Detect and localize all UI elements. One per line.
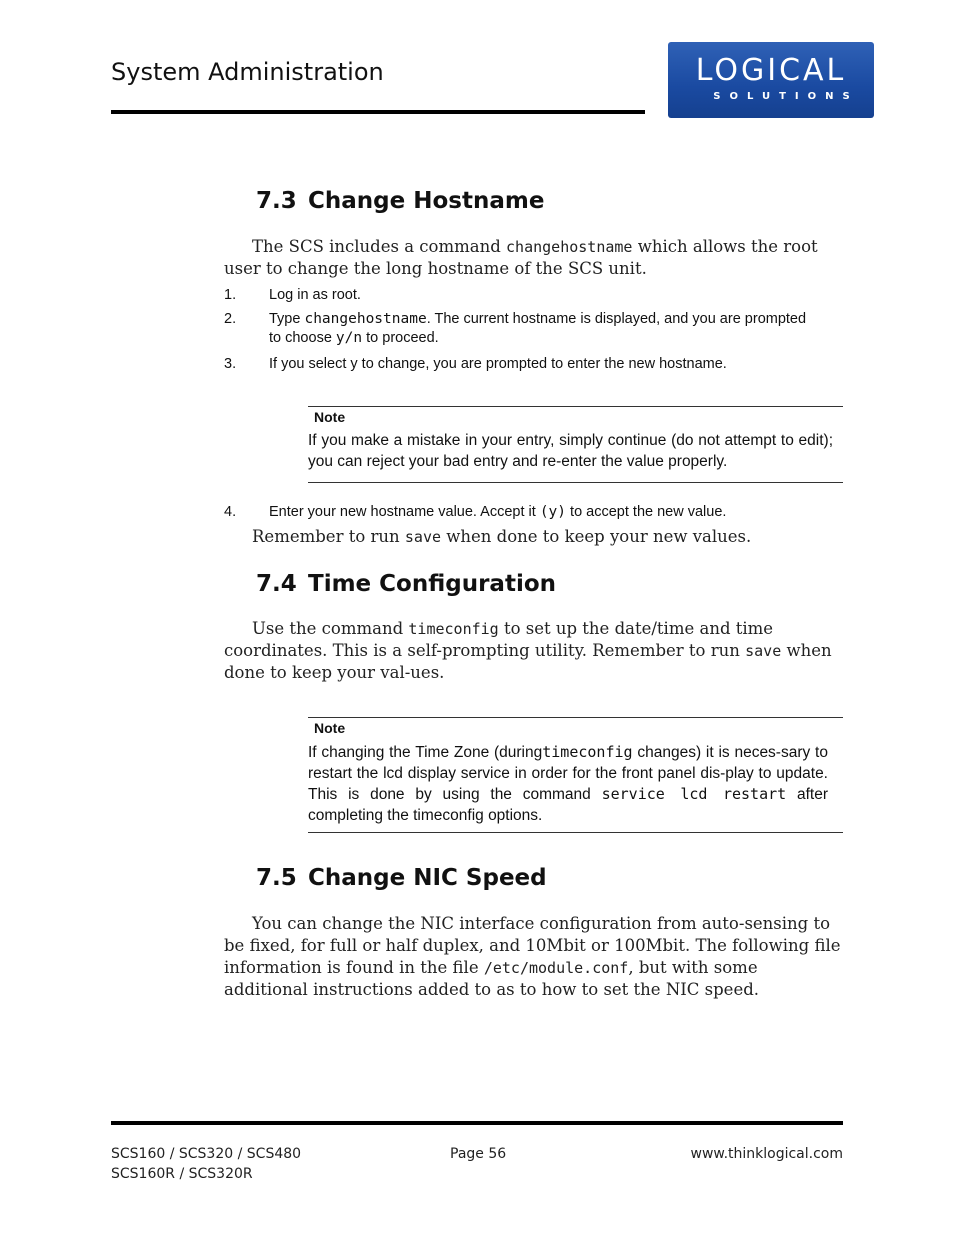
- section-number: 7.4: [256, 571, 297, 597]
- logo-subtitle: SOLUTIONS: [713, 91, 859, 102]
- section-heading-7-3: [256, 188, 544, 214]
- code-changehostname: changehostname: [304, 311, 427, 327]
- code-module-conf: /etc/module.conf: [483, 959, 629, 977]
- section-number: 7.3: [256, 188, 297, 214]
- code-changehostname: changehostname: [506, 238, 633, 256]
- running-header-title: System Administration: [111, 58, 384, 86]
- note-text: If you make a mistake in your entry, simply continue (do not attempt to edit); you can reject your bad entry and re-enter the value properly.: [308, 432, 833, 470]
- note-box: [308, 406, 843, 483]
- section-heading-7-5: [256, 865, 547, 891]
- note-box: [308, 717, 843, 833]
- footer-models: SCS160 / SCS320 / SCS480 SCS160R / SCS320R: [111, 1146, 302, 1182]
- code-save: save: [745, 642, 782, 660]
- code-y: (y): [539, 504, 567, 520]
- footer-page-number: Page 56: [450, 1146, 507, 1162]
- header-rule: [111, 110, 645, 114]
- note-label: Note: [314, 720, 346, 736]
- code-yn: y/n: [335, 330, 363, 346]
- section-number: 7.5: [256, 865, 297, 891]
- paragraph-hostname-intro: The SCS includes a command changehostname which allows the root user to change the long hostname of the SCS unit.: [224, 237, 818, 278]
- footer-rule: [111, 1121, 843, 1125]
- paragraph-timeconfig: Use the command timeconfig to set up the date/time and time coordinates. This is a self-prompting utility. Remember to run save when done to keep your val-ues.: [224, 619, 832, 682]
- section-title: Time Configuration: [308, 571, 557, 597]
- footer-website-link[interactable]: www.thinklogical.com: [690, 1146, 843, 1162]
- section-heading-7-4: [256, 571, 556, 597]
- list-item: 2. Type changehostname. The current hostname is displayed, and you are prompted to choose y/n to proceed.: [224, 311, 807, 346]
- code-timeconfig: timeconfig: [542, 743, 633, 761]
- note-text: If changing the Time Zone (duringtimeconfig changes) it is neces-sary to restart the lcd display service in order for the front panel dis-play to update. This is done by using the command service lcd restart after completing the timeconfig options.: [308, 743, 828, 824]
- code-service-lcd-restart: service lcd restart: [601, 785, 787, 803]
- logical-solutions-logo: [668, 42, 874, 118]
- section-title: Change Hostname: [308, 188, 545, 214]
- paragraph-nic-speed: You can change the NIC interface configuration from auto-sensing to be fixed, for full or half duplex, and 10Mbit or 100Mbit. The following file information is found in the file /etc/module.conf, but with some additional instructions added to as to how to set the NIC speed.: [224, 914, 841, 999]
- section-title: Change NIC Speed: [308, 865, 547, 891]
- paragraph-remember-save: Remember to run save when done to keep your new values.: [252, 527, 752, 546]
- note-label: Note: [314, 409, 346, 425]
- code-save: save: [404, 528, 442, 546]
- code-timeconfig: timeconfig: [408, 620, 499, 638]
- logo-word: LOGICAL: [695, 53, 847, 88]
